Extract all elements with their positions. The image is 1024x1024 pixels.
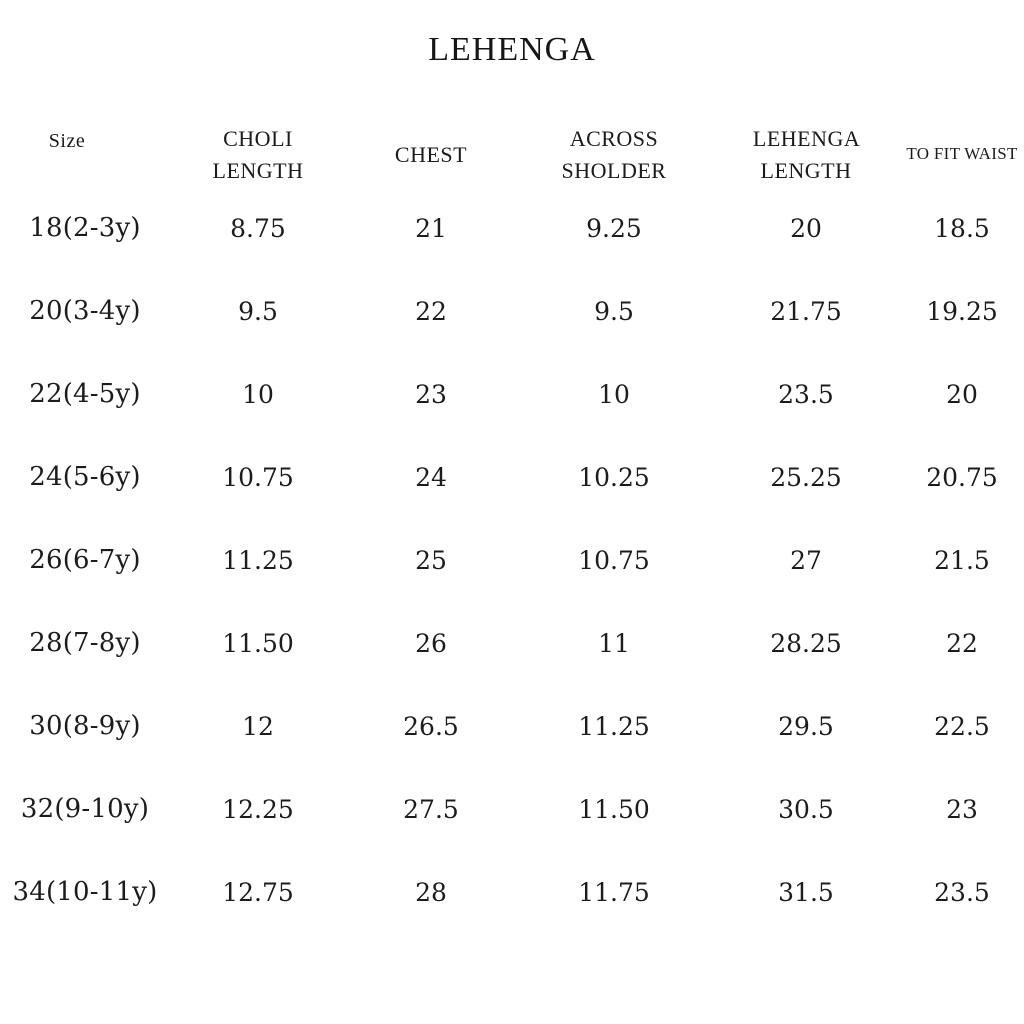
choli-length-cell: 8.75 <box>230 213 286 243</box>
table-row <box>0 187 1024 270</box>
column-header-across-sholder <box>516 123 712 187</box>
across-sholder-cell: 11.75 <box>578 877 650 907</box>
across-sholder-cell: 11 <box>598 628 630 658</box>
choli-length-cell: 10 <box>242 379 274 409</box>
size-cell: 24(5-6y) <box>29 462 141 493</box>
table-row <box>0 519 1024 602</box>
table-row <box>0 851 1024 934</box>
choli-length-cell: 10.75 <box>222 462 294 492</box>
size-cell: 30(8-9y) <box>29 711 141 742</box>
across-sholder-cell: 10.75 <box>578 545 650 575</box>
to-fit-waist-cell: 20.75 <box>926 462 998 492</box>
choli-length-cell: 11.50 <box>222 628 294 658</box>
lehenga-length-cell: 31.5 <box>778 877 834 907</box>
to-fit-waist-cell: 19.25 <box>926 296 998 326</box>
table-row <box>0 768 1024 851</box>
column-header-chest <box>346 139 516 171</box>
size-cell: 18(2-3y) <box>29 213 141 244</box>
across-sholder-cell: 9.25 <box>586 213 642 243</box>
lehenga-length-cell: 21.75 <box>770 296 842 326</box>
column-header-lehenga-length <box>712 123 900 187</box>
to-fit-waist-cell: 22 <box>946 628 978 658</box>
to-fit-waist-cell: 20 <box>946 379 978 409</box>
chest-cell: 26 <box>415 628 447 658</box>
size-cell: 28(7-8y) <box>29 628 141 659</box>
chest-cell: 28 <box>415 877 447 907</box>
size-cell: 34(10-11y) <box>12 877 158 908</box>
across-sholder-cell: 11.50 <box>578 794 650 824</box>
size-cell: 32(9-10y) <box>20 794 150 825</box>
size-cell: 22(4-5y) <box>29 379 141 410</box>
column-header-choli-length <box>170 123 346 187</box>
chest-cell: 25 <box>415 545 447 575</box>
choli-length-cell: 12 <box>242 711 274 741</box>
lehenga-length-cell: 23.5 <box>778 379 834 409</box>
to-fit-waist-cell: 21.5 <box>934 545 990 575</box>
table-row <box>0 353 1024 436</box>
across-sholder-cell: 11.25 <box>578 711 650 741</box>
lehenga-length-cell: 20 <box>790 213 822 243</box>
to-fit-waist-cell: 23.5 <box>934 877 990 907</box>
column-header-size <box>0 123 152 156</box>
chest-cell: 27.5 <box>403 794 459 824</box>
page-title: LEHENGA <box>428 31 596 68</box>
lehenga-length-cell: 25.25 <box>770 462 842 492</box>
lehenga-length-cell: 28.25 <box>770 628 842 658</box>
choli-length-cell: 12.25 <box>222 794 294 824</box>
chest-cell: 26.5 <box>403 711 459 741</box>
column-header-across-sholder-label: ACROSS SHOLDER <box>561 125 667 183</box>
chest-cell: 21 <box>415 213 447 243</box>
to-fit-waist-cell: 18.5 <box>934 213 990 243</box>
size-cell: 20(3-4y) <box>29 296 141 327</box>
across-sholder-cell: 9.5 <box>594 296 634 326</box>
choli-length-cell: 12.75 <box>222 877 294 907</box>
size-cell: 26(6-7y) <box>29 545 141 576</box>
choli-length-cell: 11.25 <box>222 545 294 575</box>
column-header-lehenga-length-label: LEHENGA LENGTH <box>752 125 861 183</box>
column-header-choli-length-label: CHOLI LENGTH <box>212 125 304 183</box>
table-row <box>0 685 1024 768</box>
table-row <box>0 270 1024 353</box>
chest-cell: 22 <box>415 296 447 326</box>
table-header-row <box>0 123 1024 187</box>
table-row <box>0 602 1024 685</box>
choli-length-cell: 9.5 <box>238 296 278 326</box>
column-header-to-fit-waist-label: TO FIT WAIST <box>906 144 1018 164</box>
column-header-to-fit-waist <box>900 142 1024 167</box>
chest-cell: 23 <box>415 379 447 409</box>
column-header-size-label: Size <box>48 129 86 152</box>
lehenga-length-cell: 29.5 <box>778 711 834 741</box>
lehenga-length-cell: 27 <box>790 545 822 575</box>
to-fit-waist-cell: 22.5 <box>934 711 990 741</box>
across-sholder-cell: 10.25 <box>578 462 650 492</box>
to-fit-waist-cell: 23 <box>946 794 978 824</box>
across-sholder-cell: 10 <box>598 379 630 409</box>
column-header-chest-label: CHEST <box>394 141 468 167</box>
chest-cell: 24 <box>415 462 447 492</box>
table-row <box>0 436 1024 519</box>
lehenga-length-cell: 30.5 <box>778 794 834 824</box>
